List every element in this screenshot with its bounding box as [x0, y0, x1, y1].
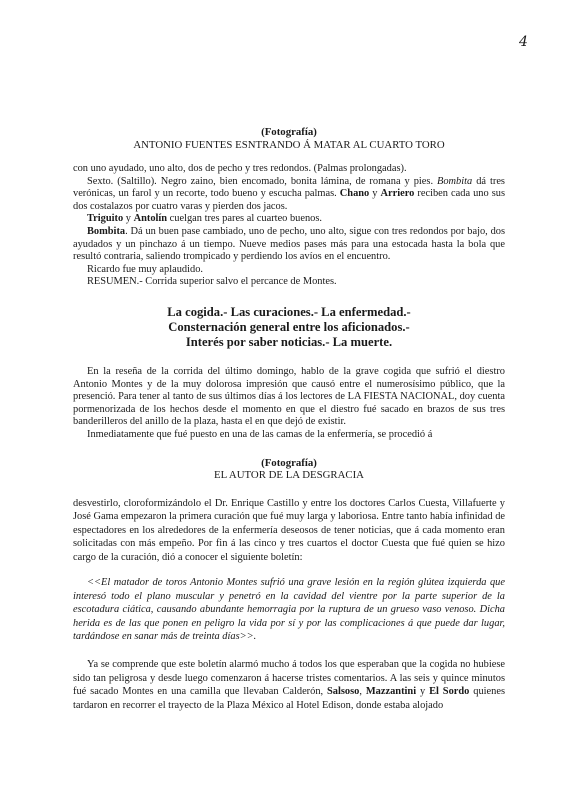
- bullfighter-name: Bombita: [87, 225, 126, 237]
- photo-caption-label: (Fotografía): [261, 456, 317, 469]
- paragraph: En la reseña de la corrida del último domingo, hablo de la grave cogida que sufrió el diestro Antonio Montes y de la muy dolorosa impresión que causó entre el numerosísimo público, que la presenció. Para tener al tanto de sus últimos días á los lectores de LA FIESTA NACIONAL, doy cuenta pormenorizada de los hechos desde el momento en que el diestro fué sacado en brazos de sus tres banderilleros del anillo de la plaza, hasta el en que dejó de existir.: [73, 365, 505, 428]
- banderillero-name: Antolín: [133, 213, 168, 225]
- paragraph: Sexto. (Saltillo). Negro zaino, bien encomado, bonita lámina, de romana y pies. Bombita dá tres verónicas, un farol y un recorte, todo bueno y escucha palmas. Chano y Arriero reciben cada uno sus dos costalazos por cuatro varas y pierden dos jacos.: [73, 175, 505, 212]
- paragraph: desvestirlo, cloroformizándolo el Dr. Enrique Castillo y entre los doctores Carlos Cuesta, Villafuerte y José Gama empezaron la primera curación que fué muy larga y laboriosa. Entre tanto había infinidad de espectadores en los alrededores de la enfermería deseosos de tener noticias, que á cada momento eran solicitadas con más empeño. Por fin á las cinco y tres cuartos el doctor Cuesta que fué quien se hizo cargo de la curación, dió a conocer el siguiente boletín:: [73, 497, 505, 563]
- photo-caption-label: (Fotografía): [261, 126, 317, 138]
- photo-caption-1: [73, 126, 505, 151]
- paragraph: Inmediatamente que fué puesto en una de las camas de la enfermería, se procedió á: [87, 428, 433, 440]
- document-body: [73, 126, 505, 712]
- photo-caption-title: ANTONIO FUENTES ESNTRANDO Á MATAR AL CUARTO TORO: [133, 138, 445, 151]
- bullfighter-name: Bombita: [437, 175, 473, 187]
- person-name: El Sordo: [429, 686, 470, 698]
- banderillero-name: Triguito: [87, 213, 124, 225]
- person-name: Salsoso: [327, 686, 360, 698]
- picador-name: Chano: [339, 188, 370, 200]
- photo-caption-2: [73, 457, 505, 482]
- paragraph: Ya se comprende que este boletín alarmó mucho á todos los que esperaban que la cogida no hubiese sido tan peligrosa y desde luego comenzaron á hacerse tristes comentarios. A las seis y quince minutos fué sacado Montes en una camilla que llevaban Calderón, Salsoso, Mazzantini y El Sordo quienes tardaron en recorrer el trayecto de la Plaza México al Hotel Edison, donde estaba alojado: [73, 658, 505, 711]
- section-heading: La cogida.- Las curaciones.- La enfermedad.- Consternación general entre los aficionados.- Interés por saber noticias.- La muerte.: [167, 304, 411, 349]
- medical-bulletin-quote: <<El matador de toros Antonio Montes sufrió una grave lesión en la región glútea izquierda que interesó todo el plano muscular y penetró en la cavidad del vientre por la parte superior de la escotadura ciática, causando abundante hemorragia por la ruptura de un grueso vaso venoso. Dicha herida es de las que ponen en peligro la vida por sí y por las complicaciones á que puede dar lugar, tardándose en sanar más de treinta días>>.: [73, 577, 505, 643]
- paragraph: Bombita. Dá un buen pase cambiado, uno de pecho, uno alto, sigue con tres redondos por bajo, dos ayudados y un pinchazo á un tiempo. Nueve medios pases más para una estocada hasta la bola que resultó contraria, saliendo trompicado y perdiendo los avíos en el encuentro.: [73, 225, 505, 263]
- paragraph: con uno ayudado, uno alto, dos de pecho y tres redondos. (Palmas prolongadas).: [73, 163, 407, 174]
- person-name: Mazzantini: [365, 686, 417, 698]
- page-number: 4: [519, 34, 528, 50]
- picador-name: Arriero: [380, 188, 415, 200]
- paragraph: RESUMEN.- Corrida superior salvo el percance de Montes.: [87, 276, 337, 288]
- paragraph: Ricardo fue muy aplaudido.: [87, 263, 203, 275]
- photo-caption-title: EL AUTOR DE LA DESGRACIA: [214, 469, 364, 481]
- paragraph: Triguito y Antolín cuelgan tres pares al cuarteo buenos.: [87, 213, 323, 225]
